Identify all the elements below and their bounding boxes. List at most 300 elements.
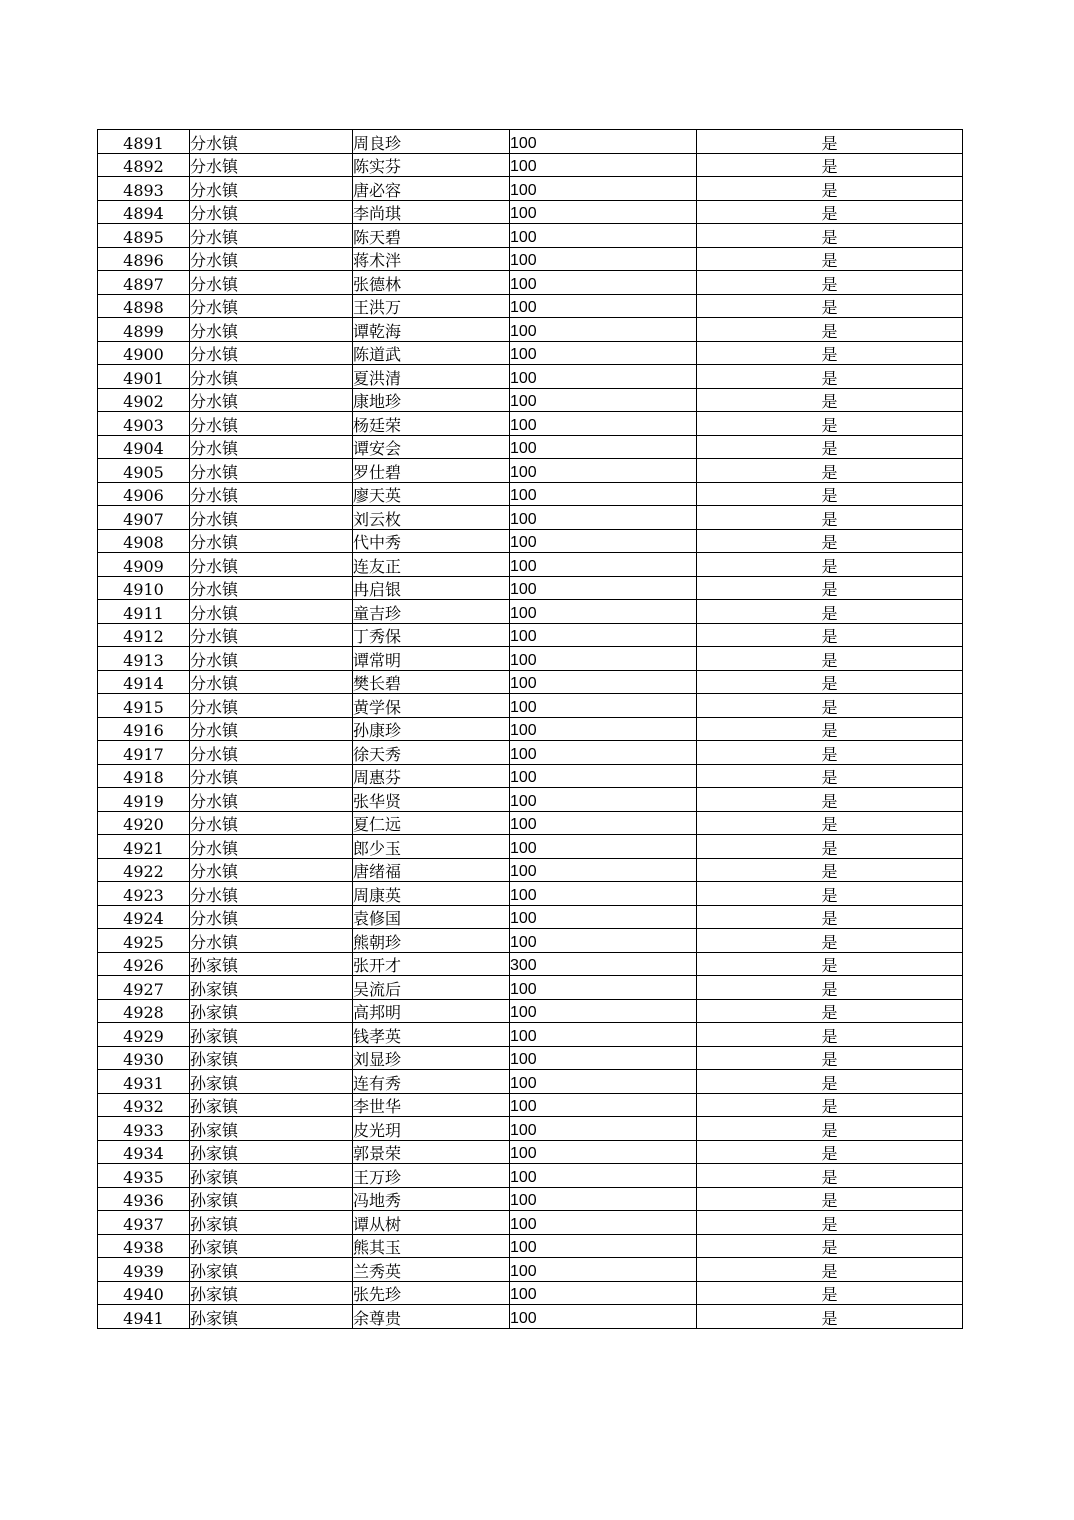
status-cell: 是 (697, 1281, 963, 1305)
status-cell: 是 (697, 717, 963, 741)
person-name-cell: 高邦明 (353, 999, 510, 1023)
person-name-cell: 连友正 (353, 553, 510, 577)
amount-cell: 100 (510, 788, 697, 812)
town-cell: 分水镇 (190, 153, 353, 177)
table-row (98, 365, 963, 389)
person-name-cell: 周康英 (353, 882, 510, 906)
status-cell: 是 (697, 506, 963, 530)
amount-cell: 100 (510, 717, 697, 741)
status-cell: 是 (697, 435, 963, 459)
person-name-cell: 谭从树 (353, 1211, 510, 1235)
amount-cell: 100 (510, 459, 697, 483)
town-cell: 孙家镇 (190, 1281, 353, 1305)
amount-cell: 100 (510, 482, 697, 506)
town-cell: 分水镇 (190, 318, 353, 342)
status-cell: 是 (697, 130, 963, 154)
amount-cell: 100 (510, 835, 697, 859)
status-cell: 是 (697, 1258, 963, 1282)
town-cell: 分水镇 (190, 482, 353, 506)
person-name-cell: 兰秀英 (353, 1258, 510, 1282)
town-cell: 分水镇 (190, 764, 353, 788)
serial-number-cell: 4918 (98, 764, 190, 788)
town-cell: 分水镇 (190, 788, 353, 812)
status-cell: 是 (697, 694, 963, 718)
town-cell: 孙家镇 (190, 1234, 353, 1258)
town-cell: 分水镇 (190, 247, 353, 271)
serial-number-cell: 4894 (98, 200, 190, 224)
table-row (98, 271, 963, 295)
town-cell: 分水镇 (190, 412, 353, 436)
table-row (98, 600, 963, 624)
town-cell: 分水镇 (190, 271, 353, 295)
amount-cell: 100 (510, 1117, 697, 1141)
person-name-cell: 熊朝珍 (353, 929, 510, 953)
amount-cell: 100 (510, 670, 697, 694)
town-cell: 分水镇 (190, 882, 353, 906)
amount-cell: 100 (510, 1164, 697, 1188)
person-name-cell: 冯地秀 (353, 1187, 510, 1211)
town-cell: 分水镇 (190, 224, 353, 248)
table-row (98, 1070, 963, 1094)
table-row (98, 130, 963, 154)
table-row (98, 506, 963, 530)
status-cell: 是 (697, 247, 963, 271)
town-cell: 分水镇 (190, 388, 353, 412)
person-name-cell: 谭乾海 (353, 318, 510, 342)
person-name-cell: 丁秀保 (353, 623, 510, 647)
table-row (98, 999, 963, 1023)
person-name-cell: 熊其玉 (353, 1234, 510, 1258)
serial-number-cell: 4909 (98, 553, 190, 577)
amount-cell: 100 (510, 1023, 697, 1047)
status-cell: 是 (697, 1046, 963, 1070)
table-row (98, 153, 963, 177)
table-row (98, 459, 963, 483)
table-row (98, 529, 963, 553)
person-name-cell: 张先珍 (353, 1281, 510, 1305)
serial-number-cell: 4937 (98, 1211, 190, 1235)
town-cell: 孙家镇 (190, 1046, 353, 1070)
town-cell: 分水镇 (190, 929, 353, 953)
town-cell: 孙家镇 (190, 1117, 353, 1141)
status-cell: 是 (697, 1093, 963, 1117)
table-row (98, 1140, 963, 1164)
amount-cell: 100 (510, 318, 697, 342)
town-cell: 分水镇 (190, 435, 353, 459)
serial-number-cell: 4903 (98, 412, 190, 436)
table-row (98, 1281, 963, 1305)
status-cell: 是 (697, 553, 963, 577)
amount-cell: 100 (510, 694, 697, 718)
serial-number-cell: 4891 (98, 130, 190, 154)
table-row (98, 224, 963, 248)
person-name-cell: 张德林 (353, 271, 510, 295)
town-cell: 孙家镇 (190, 1211, 353, 1235)
person-name-cell: 刘云枚 (353, 506, 510, 530)
status-cell: 是 (697, 1164, 963, 1188)
table-row (98, 200, 963, 224)
person-name-cell: 郎少玉 (353, 835, 510, 859)
amount-cell: 100 (510, 741, 697, 765)
table-row (98, 482, 963, 506)
table-row (98, 576, 963, 600)
table-row (98, 388, 963, 412)
person-name-cell: 陈实芬 (353, 153, 510, 177)
person-name-cell: 廖天英 (353, 482, 510, 506)
town-cell: 分水镇 (190, 835, 353, 859)
amount-cell: 100 (510, 388, 697, 412)
amount-cell: 100 (510, 576, 697, 600)
status-cell: 是 (697, 905, 963, 929)
town-cell: 分水镇 (190, 294, 353, 318)
amount-cell: 100 (510, 294, 697, 318)
amount-cell: 100 (510, 153, 697, 177)
town-cell: 分水镇 (190, 623, 353, 647)
town-cell: 分水镇 (190, 529, 353, 553)
amount-cell: 100 (510, 1070, 697, 1094)
status-cell: 是 (697, 459, 963, 483)
table-row (98, 976, 963, 1000)
serial-number-cell: 4934 (98, 1140, 190, 1164)
person-name-cell: 连有秀 (353, 1070, 510, 1094)
amount-cell: 100 (510, 553, 697, 577)
amount-cell: 100 (510, 811, 697, 835)
person-name-cell: 樊长碧 (353, 670, 510, 694)
table-row (98, 858, 963, 882)
town-cell: 孙家镇 (190, 952, 353, 976)
person-name-cell: 童吉珍 (353, 600, 510, 624)
town-cell: 分水镇 (190, 647, 353, 671)
serial-number-cell: 4928 (98, 999, 190, 1023)
status-cell: 是 (697, 741, 963, 765)
status-cell: 是 (697, 341, 963, 365)
status-cell: 是 (697, 576, 963, 600)
amount-cell: 100 (510, 130, 697, 154)
person-name-cell: 余尊贵 (353, 1305, 510, 1329)
amount-cell: 100 (510, 600, 697, 624)
town-cell: 孙家镇 (190, 1164, 353, 1188)
person-name-cell: 刘显珍 (353, 1046, 510, 1070)
serial-number-cell: 4905 (98, 459, 190, 483)
town-cell: 孙家镇 (190, 1258, 353, 1282)
status-cell: 是 (697, 882, 963, 906)
status-cell: 是 (697, 647, 963, 671)
town-cell: 分水镇 (190, 741, 353, 765)
table-row (98, 341, 963, 365)
table-row (98, 717, 963, 741)
status-cell: 是 (697, 952, 963, 976)
table-row (98, 1187, 963, 1211)
person-name-cell: 黄学保 (353, 694, 510, 718)
status-cell: 是 (697, 365, 963, 389)
person-name-cell: 蒋术泮 (353, 247, 510, 271)
person-name-cell: 谭常明 (353, 647, 510, 671)
status-cell: 是 (697, 1211, 963, 1235)
table-row (98, 553, 963, 577)
amount-cell: 100 (510, 529, 697, 553)
status-cell: 是 (697, 1117, 963, 1141)
status-cell: 是 (697, 764, 963, 788)
table-row (98, 1093, 963, 1117)
amount-cell: 100 (510, 1234, 697, 1258)
table-row (98, 177, 963, 201)
town-cell: 分水镇 (190, 200, 353, 224)
amount-cell: 100 (510, 1140, 697, 1164)
person-name-cell: 周良珍 (353, 130, 510, 154)
town-cell: 孙家镇 (190, 976, 353, 1000)
status-cell: 是 (697, 482, 963, 506)
table-row (98, 1258, 963, 1282)
amount-cell: 100 (510, 1187, 697, 1211)
amount-cell: 100 (510, 858, 697, 882)
serial-number-cell: 4906 (98, 482, 190, 506)
amount-cell: 100 (510, 623, 697, 647)
status-cell: 是 (697, 1234, 963, 1258)
person-name-cell: 罗仕碧 (353, 459, 510, 483)
status-cell: 是 (697, 318, 963, 342)
serial-number-cell: 4941 (98, 1305, 190, 1329)
amount-cell: 100 (510, 1046, 697, 1070)
serial-number-cell: 4908 (98, 529, 190, 553)
person-name-cell: 康地珍 (353, 388, 510, 412)
serial-number-cell: 4933 (98, 1117, 190, 1141)
amount-cell: 100 (510, 1211, 697, 1235)
serial-number-cell: 4912 (98, 623, 190, 647)
person-name-cell: 皮光玥 (353, 1117, 510, 1141)
table-row (98, 435, 963, 459)
person-name-cell: 唐绪福 (353, 858, 510, 882)
status-cell: 是 (697, 858, 963, 882)
table-row (98, 294, 963, 318)
serial-number-cell: 4930 (98, 1046, 190, 1070)
person-name-cell: 代中秀 (353, 529, 510, 553)
town-cell: 分水镇 (190, 459, 353, 483)
town-cell: 孙家镇 (190, 1093, 353, 1117)
person-name-cell: 李世华 (353, 1093, 510, 1117)
status-cell: 是 (697, 835, 963, 859)
amount-cell: 100 (510, 976, 697, 1000)
serial-number-cell: 4895 (98, 224, 190, 248)
status-cell: 是 (697, 294, 963, 318)
table-row (98, 670, 963, 694)
amount-cell: 100 (510, 412, 697, 436)
status-cell: 是 (697, 600, 963, 624)
amount-cell: 100 (510, 647, 697, 671)
serial-number-cell: 4911 (98, 600, 190, 624)
serial-number-cell: 4939 (98, 1258, 190, 1282)
status-cell: 是 (697, 412, 963, 436)
serial-number-cell: 4920 (98, 811, 190, 835)
serial-number-cell: 4899 (98, 318, 190, 342)
town-cell: 分水镇 (190, 553, 353, 577)
status-cell: 是 (697, 388, 963, 412)
serial-number-cell: 4893 (98, 177, 190, 201)
person-name-cell: 徐天秀 (353, 741, 510, 765)
town-cell: 分水镇 (190, 670, 353, 694)
table-row (98, 247, 963, 271)
serial-number-cell: 4907 (98, 506, 190, 530)
person-name-cell: 王万珍 (353, 1164, 510, 1188)
table-row (98, 952, 963, 976)
amount-cell: 100 (510, 1281, 697, 1305)
person-name-cell: 张开才 (353, 952, 510, 976)
serial-number-cell: 4931 (98, 1070, 190, 1094)
status-cell: 是 (697, 976, 963, 1000)
serial-number-cell: 4940 (98, 1281, 190, 1305)
person-name-cell: 吴流后 (353, 976, 510, 1000)
town-cell: 分水镇 (190, 858, 353, 882)
serial-number-cell: 4925 (98, 929, 190, 953)
person-name-cell: 夏洪清 (353, 365, 510, 389)
amount-cell: 100 (510, 905, 697, 929)
serial-number-cell: 4935 (98, 1164, 190, 1188)
serial-number-cell: 4896 (98, 247, 190, 271)
serial-number-cell: 4901 (98, 365, 190, 389)
serial-number-cell: 4919 (98, 788, 190, 812)
amount-cell: 100 (510, 882, 697, 906)
town-cell: 分水镇 (190, 811, 353, 835)
town-cell: 分水镇 (190, 905, 353, 929)
person-name-cell: 孙康珍 (353, 717, 510, 741)
table-row (98, 741, 963, 765)
town-cell: 分水镇 (190, 694, 353, 718)
table-row (98, 929, 963, 953)
amount-cell: 100 (510, 1305, 697, 1329)
person-name-cell: 陈天碧 (353, 224, 510, 248)
serial-number-cell: 4929 (98, 1023, 190, 1047)
town-cell: 孙家镇 (190, 999, 353, 1023)
town-cell: 孙家镇 (190, 1305, 353, 1329)
person-name-cell: 谭安会 (353, 435, 510, 459)
amount-cell: 300 (510, 952, 697, 976)
person-name-cell: 王洪万 (353, 294, 510, 318)
person-name-cell: 钱孝英 (353, 1023, 510, 1047)
amount-cell: 100 (510, 200, 697, 224)
serial-number-cell: 4926 (98, 952, 190, 976)
table-row (98, 835, 963, 859)
serial-number-cell: 4932 (98, 1093, 190, 1117)
status-cell: 是 (697, 929, 963, 953)
amount-cell: 100 (510, 271, 697, 295)
amount-cell: 100 (510, 435, 697, 459)
table-row (98, 1046, 963, 1070)
town-cell: 分水镇 (190, 177, 353, 201)
serial-number-cell: 4910 (98, 576, 190, 600)
status-cell: 是 (697, 224, 963, 248)
table-row (98, 623, 963, 647)
town-cell: 分水镇 (190, 341, 353, 365)
serial-number-cell: 4904 (98, 435, 190, 459)
serial-number-cell: 4913 (98, 647, 190, 671)
person-name-cell: 陈道武 (353, 341, 510, 365)
serial-number-cell: 4897 (98, 271, 190, 295)
serial-number-cell: 4915 (98, 694, 190, 718)
town-cell: 分水镇 (190, 717, 353, 741)
records-table-body (98, 130, 963, 1329)
table-row (98, 905, 963, 929)
amount-cell: 100 (510, 247, 697, 271)
amount-cell: 100 (510, 177, 697, 201)
table-row (98, 318, 963, 342)
town-cell: 分水镇 (190, 600, 353, 624)
records-table (97, 129, 963, 1329)
status-cell: 是 (697, 811, 963, 835)
amount-cell: 100 (510, 1093, 697, 1117)
town-cell: 孙家镇 (190, 1140, 353, 1164)
status-cell: 是 (697, 670, 963, 694)
town-cell: 分水镇 (190, 506, 353, 530)
table-row (98, 764, 963, 788)
table-row (98, 788, 963, 812)
table-row (98, 1211, 963, 1235)
person-name-cell: 唐必容 (353, 177, 510, 201)
person-name-cell: 张华贤 (353, 788, 510, 812)
amount-cell: 100 (510, 341, 697, 365)
serial-number-cell: 4923 (98, 882, 190, 906)
serial-number-cell: 4938 (98, 1234, 190, 1258)
person-name-cell: 杨廷荣 (353, 412, 510, 436)
amount-cell: 100 (510, 224, 697, 248)
amount-cell: 100 (510, 929, 697, 953)
amount-cell: 100 (510, 1258, 697, 1282)
serial-number-cell: 4900 (98, 341, 190, 365)
serial-number-cell: 4892 (98, 153, 190, 177)
table-row (98, 1234, 963, 1258)
town-cell: 分水镇 (190, 365, 353, 389)
town-cell: 孙家镇 (190, 1187, 353, 1211)
person-name-cell: 夏仁远 (353, 811, 510, 835)
table-row (98, 1305, 963, 1329)
table-row (98, 811, 963, 835)
serial-number-cell: 4922 (98, 858, 190, 882)
status-cell: 是 (697, 788, 963, 812)
status-cell: 是 (697, 1140, 963, 1164)
table-row (98, 882, 963, 906)
status-cell: 是 (697, 1070, 963, 1094)
status-cell: 是 (697, 623, 963, 647)
status-cell: 是 (697, 177, 963, 201)
status-cell: 是 (697, 999, 963, 1023)
serial-number-cell: 4898 (98, 294, 190, 318)
town-cell: 分水镇 (190, 130, 353, 154)
serial-number-cell: 4927 (98, 976, 190, 1000)
person-name-cell: 郭景荣 (353, 1140, 510, 1164)
status-cell: 是 (697, 1187, 963, 1211)
town-cell: 孙家镇 (190, 1023, 353, 1047)
serial-number-cell: 4924 (98, 905, 190, 929)
amount-cell: 100 (510, 764, 697, 788)
serial-number-cell: 4921 (98, 835, 190, 859)
table-row (98, 1117, 963, 1141)
table-row (98, 694, 963, 718)
table-row (98, 1023, 963, 1047)
serial-number-cell: 4917 (98, 741, 190, 765)
town-cell: 分水镇 (190, 576, 353, 600)
status-cell: 是 (697, 200, 963, 224)
table-row (98, 412, 963, 436)
town-cell: 孙家镇 (190, 1070, 353, 1094)
person-name-cell: 周惠芬 (353, 764, 510, 788)
serial-number-cell: 4902 (98, 388, 190, 412)
table-row (98, 1164, 963, 1188)
amount-cell: 100 (510, 365, 697, 389)
table-row (98, 647, 963, 671)
serial-number-cell: 4916 (98, 717, 190, 741)
status-cell: 是 (697, 529, 963, 553)
status-cell: 是 (697, 1023, 963, 1047)
amount-cell: 100 (510, 999, 697, 1023)
status-cell: 是 (697, 153, 963, 177)
